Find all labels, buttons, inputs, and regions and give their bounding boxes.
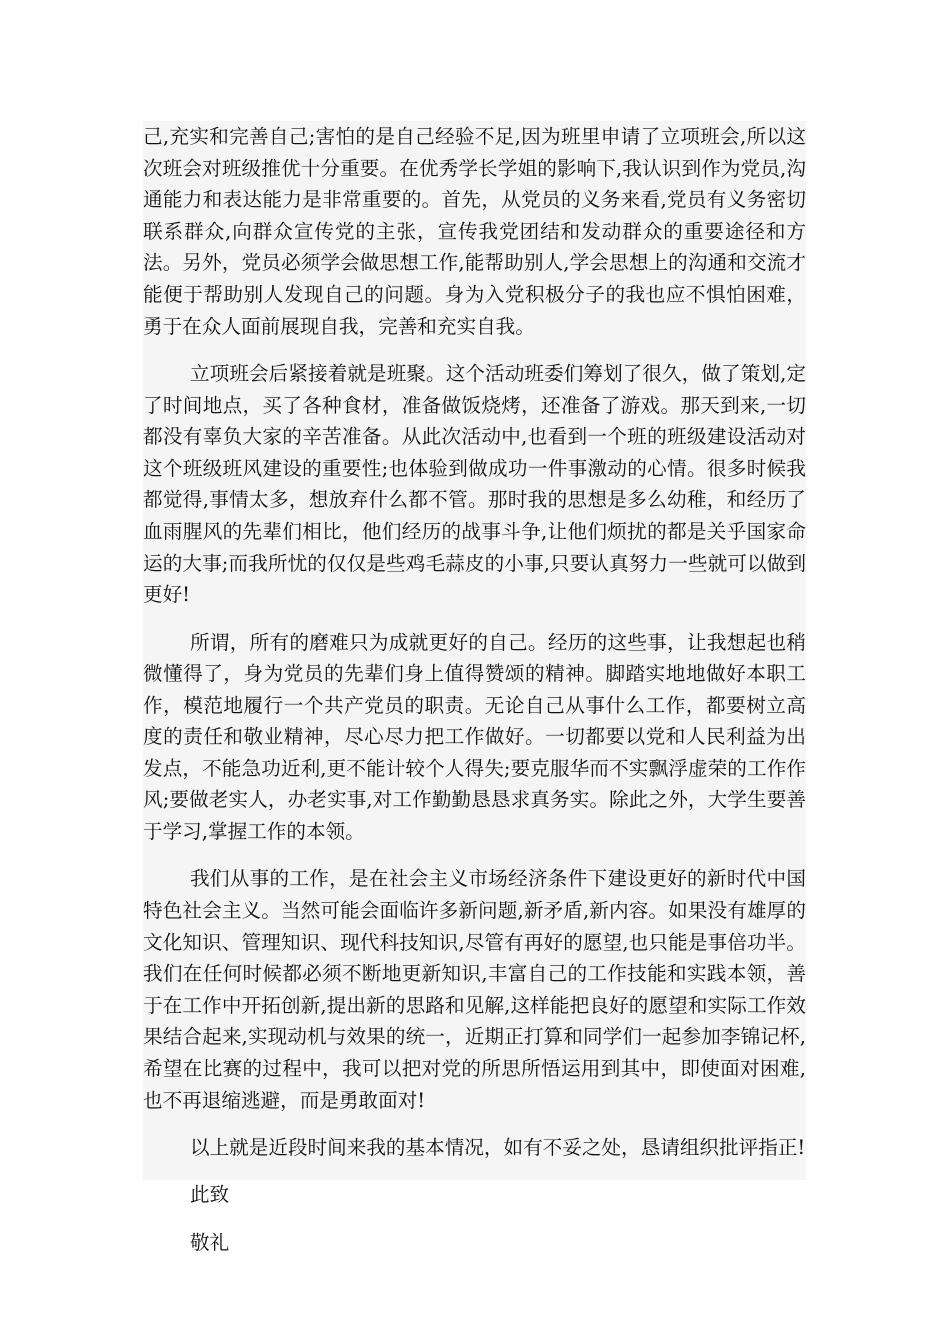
closing-regards: 敬礼 (190, 1230, 230, 1254)
closing-salutation: 此致 (190, 1183, 230, 1207)
document-body (143, 121, 806, 1254)
paragraph-party-spirit: 所谓，所有的磨难只为成就更好的自己。经历的这些事，让我想起也稍微懂得了，身为党员的先辈们身上值得赞颂的精神。脚踏实地地做好本职工作，模范地履行一个共产党员的职责。无论自己从事什么工作，都要树立高度的责任和敬业精神，尽心尽力把工作做好。一切都要以党和人民利益为出发点，不能急功近利,更不能计较个人得失;要克服华而不实飘浮虚荣的工作作风;要做老实人，办老实事,对工作勤勤恳恳求真务实。除此之外，大学生要善于学习,掌握工作的本领。 (143, 630, 806, 844)
paragraph-conclusion: 以上就是近段时间来我的基本情况，如有不妥之处，恳请组织批评指正! (190, 1136, 806, 1159)
paragraph-class-gathering: 立项班会后紧接着就是班聚。这个活动班委们筹划了很久，做了策划,定了时间地点，买了各种食材，准备做饭烧烤，还准备了游戏。那天到来,一切都没有辜负大家的辛苦准备。从此次活动中,也看到一个班的班级建设活动对这个班级班风建设的重要性;也体验到做成功一件事激动的心情。很多时候我都觉得,事情太多，想放弃什么都不管。那时我的思想是多么幼稚，和经历了血雨腥风的先辈们相比，他们经历的战事斗争,让他们烦扰的都是关乎国家命运的大事;而我所忧的仅仅是些鸡毛蒜皮的小事,只要认真努力一些就可以做到更好! (143, 361, 806, 607)
paragraph-work-knowledge: 我们从事的工作，是在社会主义市场经济条件下建设更好的新时代中国特色社会主义。当然可能会面临许多新问题,新矛盾,新内容。如果没有雄厚的文化知识、管理知识、现代科技知识,尽管有再好的愿望,也只能是事倍功半。我们在任何时候都必须不断地更新知识,丰富自己的工作技能和实践本领，善于在工作中开拓创新,提出新的思路和见解,这样能把良好的愿望和实际工作效果结合起来,实现动机与效果的统一，近期正打算和同学们一起参加李锦记杯,希望在比赛的过程中，我可以把对党的所思所悟运用到其中，即使面对困难,也不再退缩逃避，而是勇敢面对! (143, 867, 806, 1112)
paragraph-continuation: 己,充实和完善自己;害怕的是自己经验不足,因为班里申请了立项班会,所以这次班会对班级推优十分重要。在优秀学长学姐的影响下,我认识到作为党员,沟通能力和表达能力是非常重要的。首先，从党员的义务来看,党员有义务密切联系群众,向群众宣传党的主张，宣传我党团结和发动群众的重要途径和方法。另外，党员必须学会做思想工作,能帮助别人,学会思想上的沟通和交流才能便于帮助别人发现自己的问题。身为入党积极分子的我也应不惧怕困难，勇于在众人面前展现自我，完善和充实自我。 (143, 125, 806, 338)
